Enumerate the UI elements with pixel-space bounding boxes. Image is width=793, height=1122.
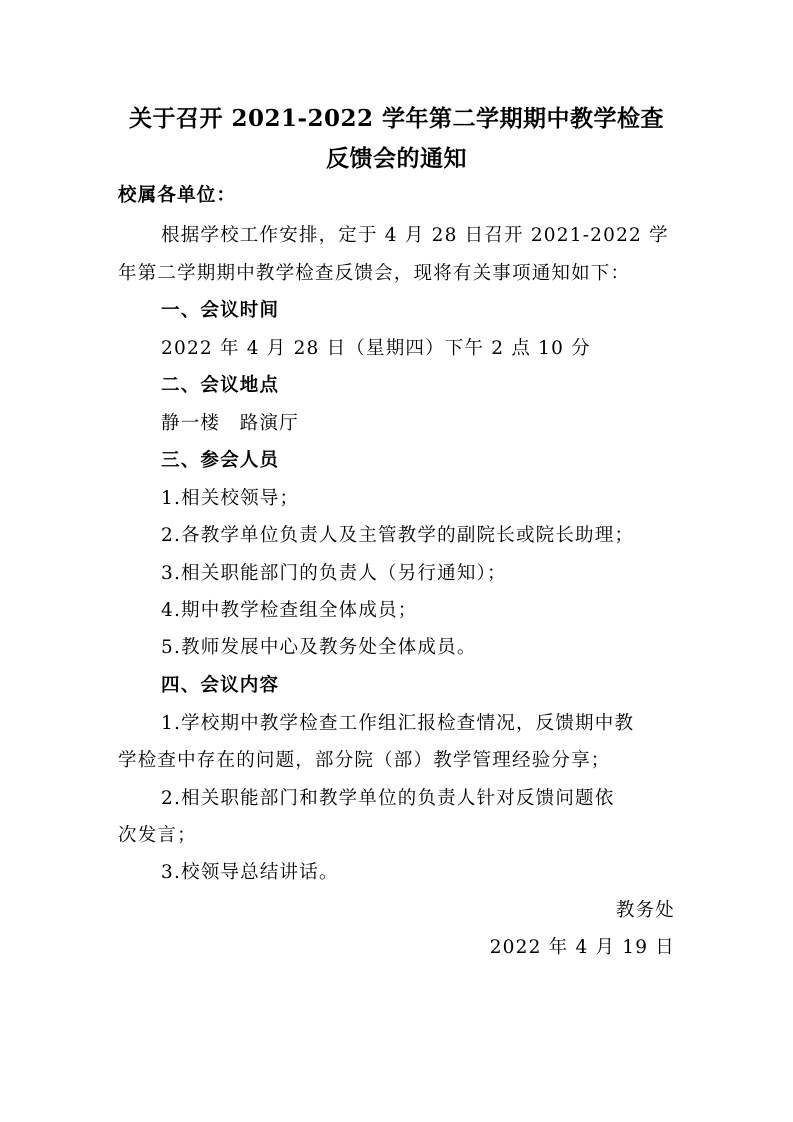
meeting-location: 静一楼 路演厅: [161, 413, 299, 434]
salutation: 校属各单位：: [118, 185, 237, 206]
attendee-item-1: 1.相关校领导；: [161, 488, 300, 509]
agenda-line-2: 学检查中存在的问题，部分院（部）教学管理经验分享；: [118, 750, 611, 771]
signature-date: 2022 年 4 月 19 日: [489, 937, 675, 958]
agenda-line-1: 1.学校期中教学检查工作组汇报检查情况，反馈期中教: [161, 713, 635, 734]
section-heading-time: 一、会议时间: [161, 300, 280, 321]
agenda-line-3: 2.相关职能部门和教学单位的负责人针对反馈问题依: [161, 788, 615, 809]
section-heading-agenda: 四、会议内容: [161, 675, 280, 696]
agenda-line-5: 3.校领导总结讲话。: [161, 862, 339, 883]
attendee-item-4: 4.期中教学检查组全体成员；: [161, 600, 418, 621]
section-heading-location: 二、会议地点: [161, 375, 280, 396]
attendee-item-5: 5.教师发展中心及教务处全体成员。: [161, 637, 477, 658]
attendee-item-2: 2.各教学单位负责人及主管教学的副院长或院长助理；: [161, 525, 635, 546]
intro-line-2: 年第二学期期中教学检查反馈会，现将有关事项通知如下：: [118, 263, 631, 284]
notice-title-line-1: 关于召开 2021-2022 学年第二学期期中教学检查: [128, 105, 665, 132]
agenda-line-4: 次发言；: [118, 825, 197, 846]
notice-title-line-2: 反馈会的通知: [326, 145, 467, 172]
meeting-time: 2022 年 4 月 28 日（星期四）下午 2 点 10 分: [161, 338, 591, 359]
signature-office: 教务处: [615, 900, 675, 921]
attendee-item-3: 3.相关职能部门的负责人（另行通知）；: [161, 563, 507, 584]
intro-line-1: 根据学校工作安排，定于 4 月 28 日召开 2021-2022 学: [161, 225, 669, 246]
section-heading-attendees: 三、参会人员: [161, 450, 280, 471]
